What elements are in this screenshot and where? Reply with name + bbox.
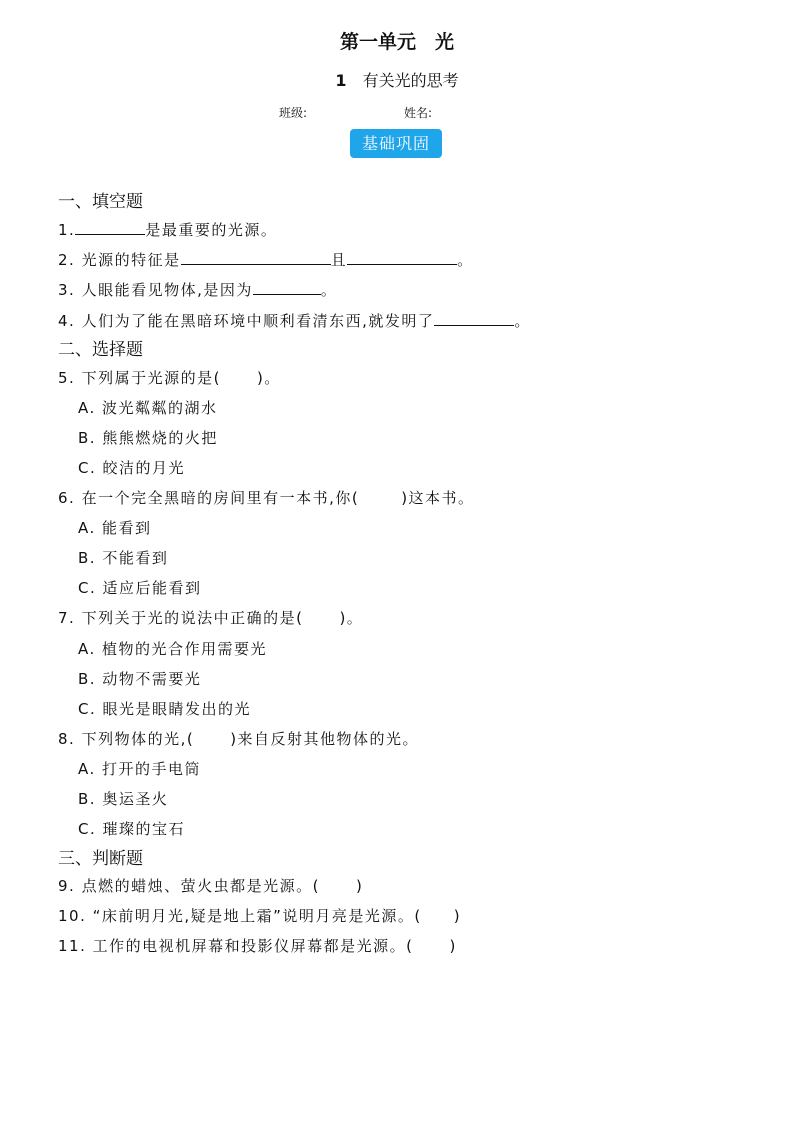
question-text: 1. bbox=[58, 221, 76, 239]
question-text: 。 bbox=[514, 312, 531, 330]
question-1 bbox=[58, 219, 277, 240]
question-text: 6. 在一个完全黑暗的房间里有一本书,你( bbox=[58, 489, 360, 507]
question-text: 。 bbox=[457, 251, 474, 269]
question-text: 4. 人们为了能在黑暗环境中顺利看清东西,就发明了 bbox=[58, 312, 435, 330]
section-heading-fill-in: 一、填空题 bbox=[58, 192, 143, 212]
option-c: C. 眼光是眼睛发出的光 bbox=[78, 700, 252, 718]
lesson-heading bbox=[0, 68, 794, 91]
answer-blank[interactable] bbox=[347, 250, 457, 265]
option-a: A. 能看到 bbox=[78, 519, 152, 537]
question-7 bbox=[58, 607, 363, 628]
question-text: 且 bbox=[330, 251, 348, 269]
question-text: )。 bbox=[256, 369, 281, 387]
question-2 bbox=[58, 249, 474, 270]
section-heading-choice: 二、选择题 bbox=[58, 340, 143, 360]
question-10 bbox=[58, 905, 461, 926]
question-text: )来自反射其他物体的光。 bbox=[230, 730, 420, 748]
question-text: 11. 工作的电视机屏幕和投影仪屏幕都是光源。( bbox=[58, 937, 414, 955]
question-text: 5. 下列属于光源的是( bbox=[58, 369, 221, 387]
option-b: B. 熊熊燃烧的火把 bbox=[78, 429, 218, 447]
question-6 bbox=[58, 487, 475, 508]
option-c: C. 适应后能看到 bbox=[78, 579, 202, 597]
answer-blank[interactable] bbox=[434, 311, 514, 326]
question-5 bbox=[58, 367, 281, 388]
question-text: )。 bbox=[339, 609, 364, 627]
answer-blank[interactable] bbox=[253, 280, 321, 295]
option-b: B. 奥运圣火 bbox=[78, 790, 169, 808]
question-4 bbox=[58, 310, 531, 331]
option-b: B. 不能看到 bbox=[78, 549, 169, 567]
section-heading-judgement: 三、判断题 bbox=[58, 849, 143, 869]
question-text: 。 bbox=[320, 281, 338, 299]
option-a: A. 打开的手电筒 bbox=[78, 760, 202, 778]
question-text: 9. 点燃的蜡烛、萤火虫都是光源。( bbox=[58, 877, 320, 895]
question-text: )这本书。 bbox=[401, 489, 475, 507]
question-text: ) bbox=[453, 907, 462, 925]
question-3 bbox=[58, 279, 337, 300]
question-text: 3. 人眼能看见物体,是因为 bbox=[58, 281, 253, 299]
page-title: 第一单元 光 bbox=[339, 31, 454, 53]
question-text: 2. 光源的特征是 bbox=[58, 251, 181, 269]
name-label: 姓名: bbox=[404, 106, 433, 120]
option-a: A. 植物的光合作用需要光 bbox=[78, 640, 268, 658]
question-text: 8. 下列物体的光,( bbox=[58, 730, 195, 748]
question-text: 7. 下列关于光的说法中正确的是( bbox=[58, 609, 304, 627]
option-c: C. 璀璨的宝石 bbox=[78, 820, 186, 838]
class-label: 班级: bbox=[279, 106, 308, 120]
question-text: ) bbox=[355, 877, 364, 895]
answer-blank[interactable] bbox=[75, 220, 145, 235]
question-text: ) bbox=[449, 937, 457, 955]
question-text: 是最重要的光源。 bbox=[145, 221, 278, 239]
question-8 bbox=[58, 728, 419, 749]
option-b: B. 动物不需要光 bbox=[78, 670, 202, 688]
lesson-title: 有关光的思考 bbox=[362, 71, 459, 90]
question-11 bbox=[58, 935, 457, 956]
answer-blank[interactable] bbox=[181, 250, 331, 265]
question-9 bbox=[58, 875, 363, 896]
option-c: C. 皎洁的月光 bbox=[78, 459, 186, 477]
section-badge: 基础巩固 bbox=[350, 129, 442, 158]
lesson-number: 1 bbox=[335, 71, 347, 90]
question-text: 10. “床前明月光,疑是地上霜”说明月亮是光源。( bbox=[58, 907, 422, 925]
option-a: A. 波光粼粼的湖水 bbox=[78, 399, 218, 417]
